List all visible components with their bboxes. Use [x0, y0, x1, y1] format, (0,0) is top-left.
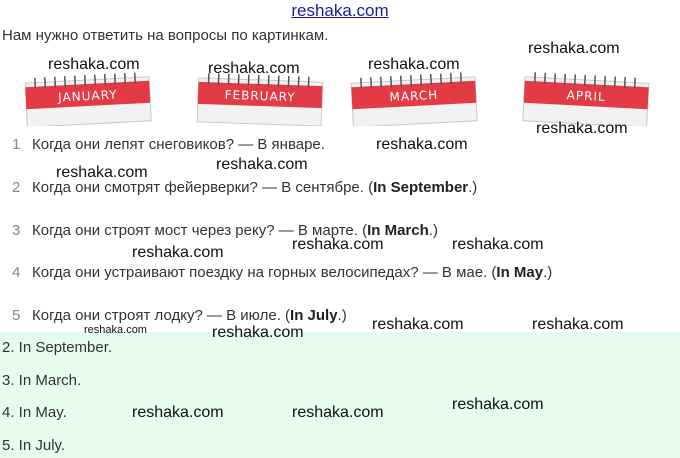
question-text: Когда они строят лодку? — В июле. (	[32, 307, 291, 324]
answer-line: 5. In July.	[2, 437, 66, 454]
site-link[interactable]: reshaka.com	[291, 1, 389, 20]
intro-text: Нам нужно ответить на вопросы по картинкам.	[2, 27, 329, 44]
answers-block	[0, 332, 680, 458]
watermark: reshaka.com	[528, 40, 620, 57]
watermark: reshaka.com	[292, 236, 384, 253]
answer-line: 2. In September.	[2, 339, 113, 356]
watermark: reshaka.com	[536, 120, 628, 137]
calendar-april	[522, 72, 650, 126]
calendar-label: MARCH	[389, 87, 439, 105]
question-text: Когда они устраивают поездку на горных велосипедах? — В мае. (	[32, 264, 497, 281]
calendar-label: APRIL	[566, 87, 607, 105]
question-5	[12, 307, 347, 324]
watermark: reshaka.com	[452, 396, 544, 413]
watermark: reshaka.com	[376, 136, 468, 153]
calendar-label: JANUARY	[57, 87, 118, 105]
watermark: reshaka.com	[452, 236, 544, 253]
calendar-label: FEBRUARY	[224, 87, 296, 105]
answer-line: 3. In March.	[2, 372, 82, 389]
question-close: .)	[428, 222, 438, 239]
calendar-january	[24, 72, 152, 126]
watermark: reshaka.com	[56, 164, 148, 181]
question-4	[12, 264, 552, 281]
question-number: 1	[12, 136, 21, 153]
answer-bold: In July	[290, 307, 338, 324]
watermark: reshaka.com	[532, 316, 624, 333]
watermark: reshaka.com	[132, 404, 224, 421]
question-number: 2	[12, 179, 21, 196]
watermark: reshaka.com	[48, 56, 140, 73]
watermark: reshaka.com	[212, 324, 304, 341]
watermark: reshaka.com	[368, 56, 460, 73]
question-close: .)	[543, 264, 553, 281]
answer-bold: In May	[496, 264, 544, 281]
watermark: reshaka.com	[208, 60, 300, 77]
watermark: reshaka.com	[292, 404, 384, 421]
question-close: .)	[337, 307, 347, 324]
question-text: Когда они смотрят фейерверки? — В сентябре. (	[32, 179, 374, 196]
question-close: .)	[468, 179, 478, 196]
question-number: 5	[12, 307, 21, 324]
calendar-february	[196, 72, 324, 126]
question-text: Когда они лепят снеговиков? — В январе.	[32, 136, 325, 153]
watermark: reshaka.com	[132, 244, 224, 261]
question-text: Когда они строят мост через реку? — В марте. (	[32, 222, 368, 239]
calendar-march	[350, 72, 478, 126]
answer-bold: In March	[367, 222, 429, 239]
watermark-small: reshaka.com	[84, 324, 147, 336]
question-number: 4	[12, 264, 21, 281]
question-1	[12, 136, 325, 153]
watermark: reshaka.com	[216, 156, 308, 173]
watermark: reshaka.com	[372, 316, 464, 333]
question-number: 3	[12, 222, 21, 239]
answer-line: 4. In May.	[2, 404, 67, 421]
answer-bold: In September	[373, 179, 469, 196]
